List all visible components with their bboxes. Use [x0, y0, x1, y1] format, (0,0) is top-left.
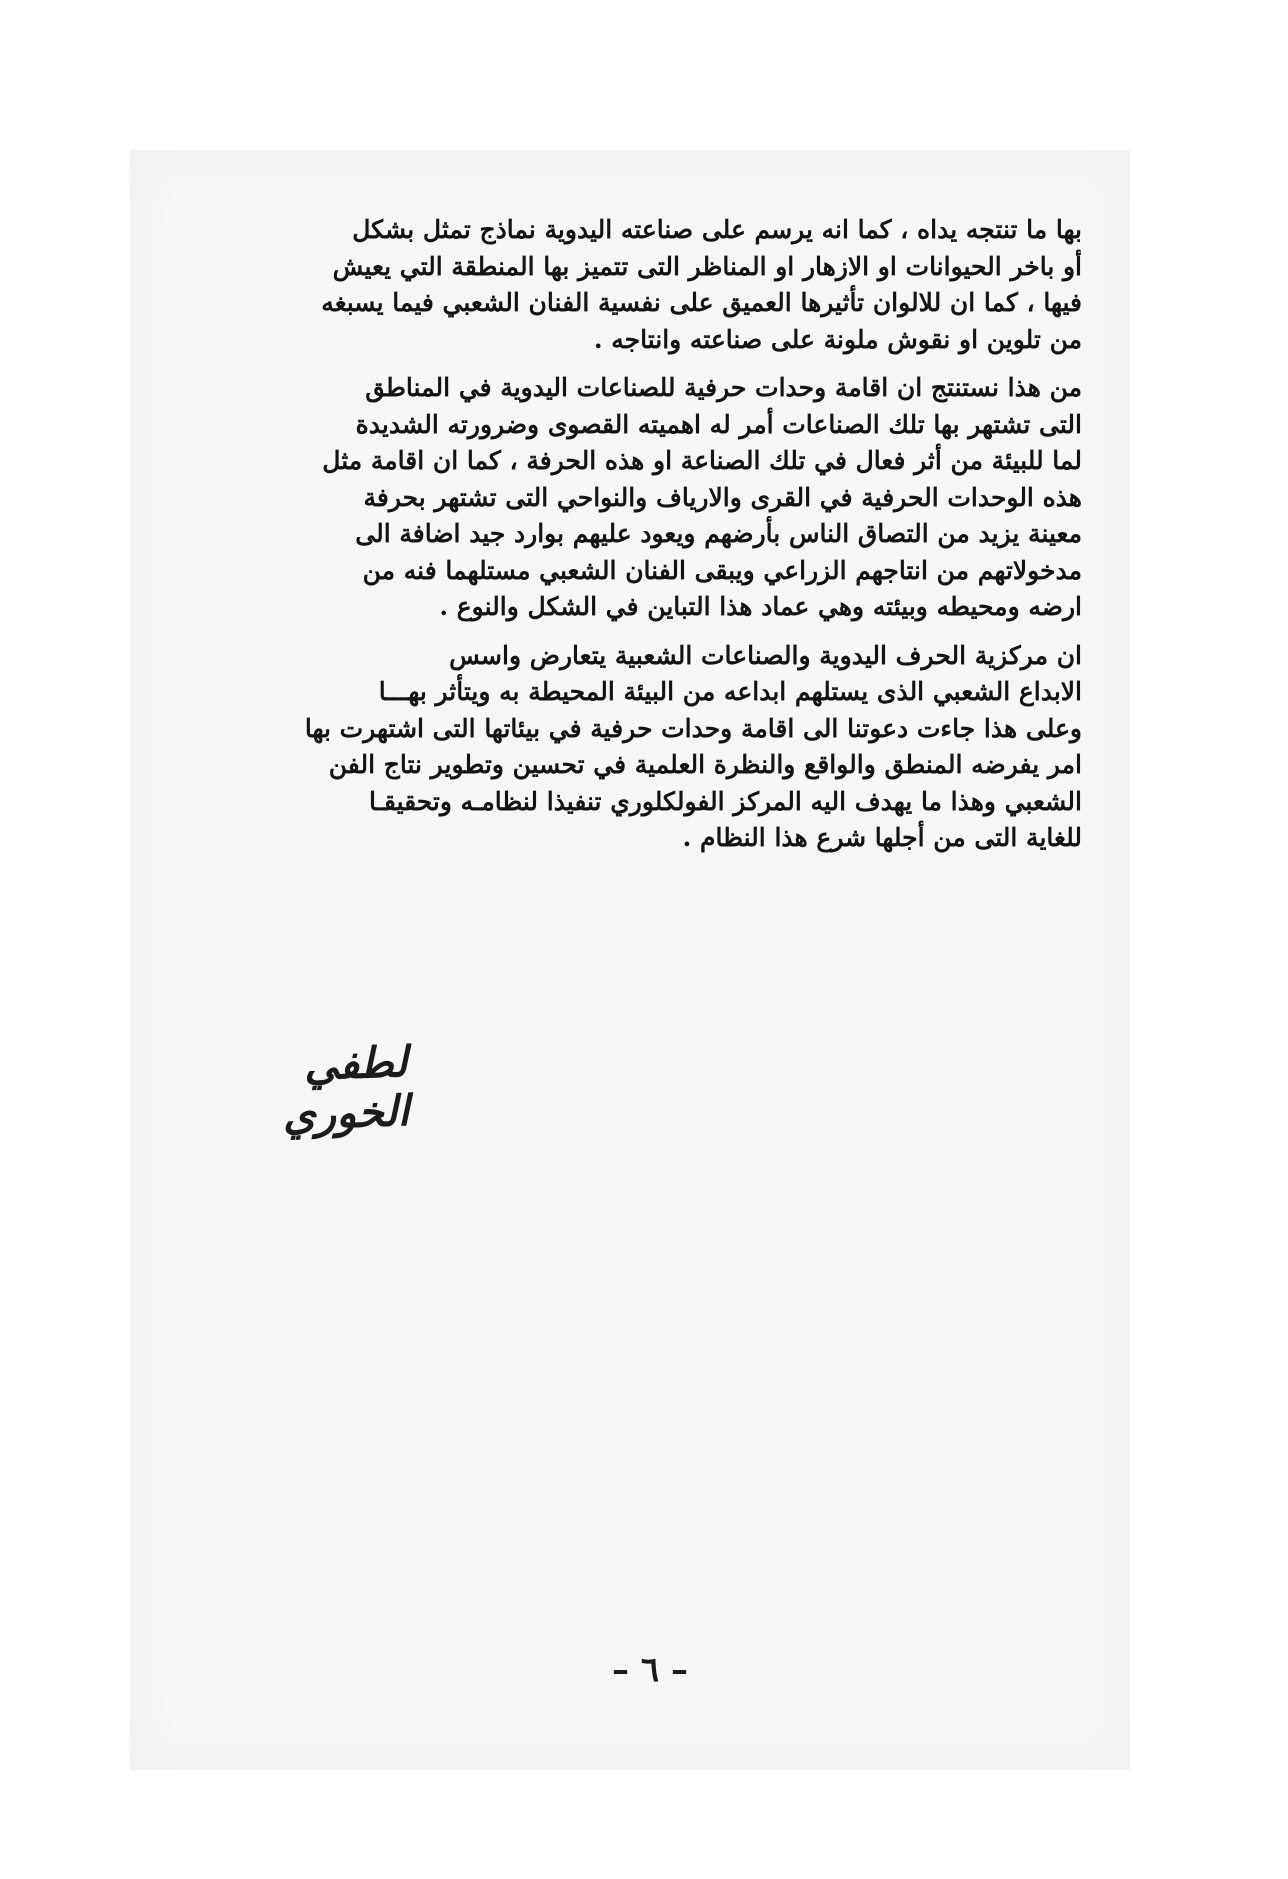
paragraph-1: [212, 212, 1082, 358]
text-line: بها ما تنتجه يداه ، كما انه يرسم على صناعته اليدوية نماذج تمثل بشكل: [352, 215, 1082, 244]
text-line: للغاية التى من أجلها شرع هذا النظام .: [682, 823, 1082, 852]
text-line: ارضه ومحيطه وبيئته وهي عماد هذا التباين في الشكل والنوع .: [439, 592, 1082, 621]
text-line: هذه الوحدات الحرفية في القرى والارياف والنواحي التى تشتهر بحرفة: [363, 482, 1082, 512]
text-line: معينة يزيد من التصاق الناس بأرضهم ويعود عليهم بوارد جيد اضافة الى: [355, 519, 1082, 548]
author-signature: لطفي الخوري: [281, 1037, 410, 1140]
text-line: الشعبي وهذا ما يهدف اليه المركز الفولكلوري تنفيذا لنظامـه وتحقيقـا: [368, 786, 1082, 816]
page-number: – ٦ –: [612, 1650, 688, 1690]
text-line: الابداع الشعبي الذى يستلهم ابداعه من البيئة المحيطة به ويتأثر بهـــا: [378, 677, 1082, 706]
text-line: امر يفرضه المنطق والواقع والنظرة العلمية في تحسين وتطوير نتاج الفن: [328, 750, 1082, 779]
text-line: من هذا نستنتج ان اقامة وحدات حرفية للصناعات اليدوية في المناطق: [365, 373, 1082, 402]
body-text: [212, 212, 1082, 869]
text-line: فيها ، كما ان للالوان تأثيرها العميق على نفسية الفنان الشعبي فيما يسبغه: [321, 288, 1082, 317]
text-line: وعلى هذا جاءت دعوتنا الى اقامة وحدات حرفية في بيئاتها التى اشتهرت بها: [304, 713, 1082, 743]
text-line: أو باخر الحيوانات او الازهار او المناظر التى تتميز بها المنطقة التي يعيش: [332, 251, 1082, 281]
text-line: التى تشتهر بها تلك الصناعات أمر له اهميته القصوى وضرورته الشديدة: [355, 409, 1082, 439]
paragraph-2: [212, 370, 1082, 626]
text-line: ان مركزية الحرف اليدوية والصناعات الشعبية يتعارض واسس: [449, 640, 1082, 670]
text-line: لما للبيئة من أثر فعال في تلك الصناعة او هذه الحرفة ، كما ان اقامة مثل: [322, 446, 1082, 475]
text-line: من تلوين او نقوش ملونة على صناعته وانتاجه .: [593, 324, 1082, 354]
paragraph-3: [212, 638, 1082, 857]
text-line: مدخولاتهم من انتاجهم الزراعي ويبقى الفنان الشعبي مستلهما فنه من: [362, 555, 1082, 585]
